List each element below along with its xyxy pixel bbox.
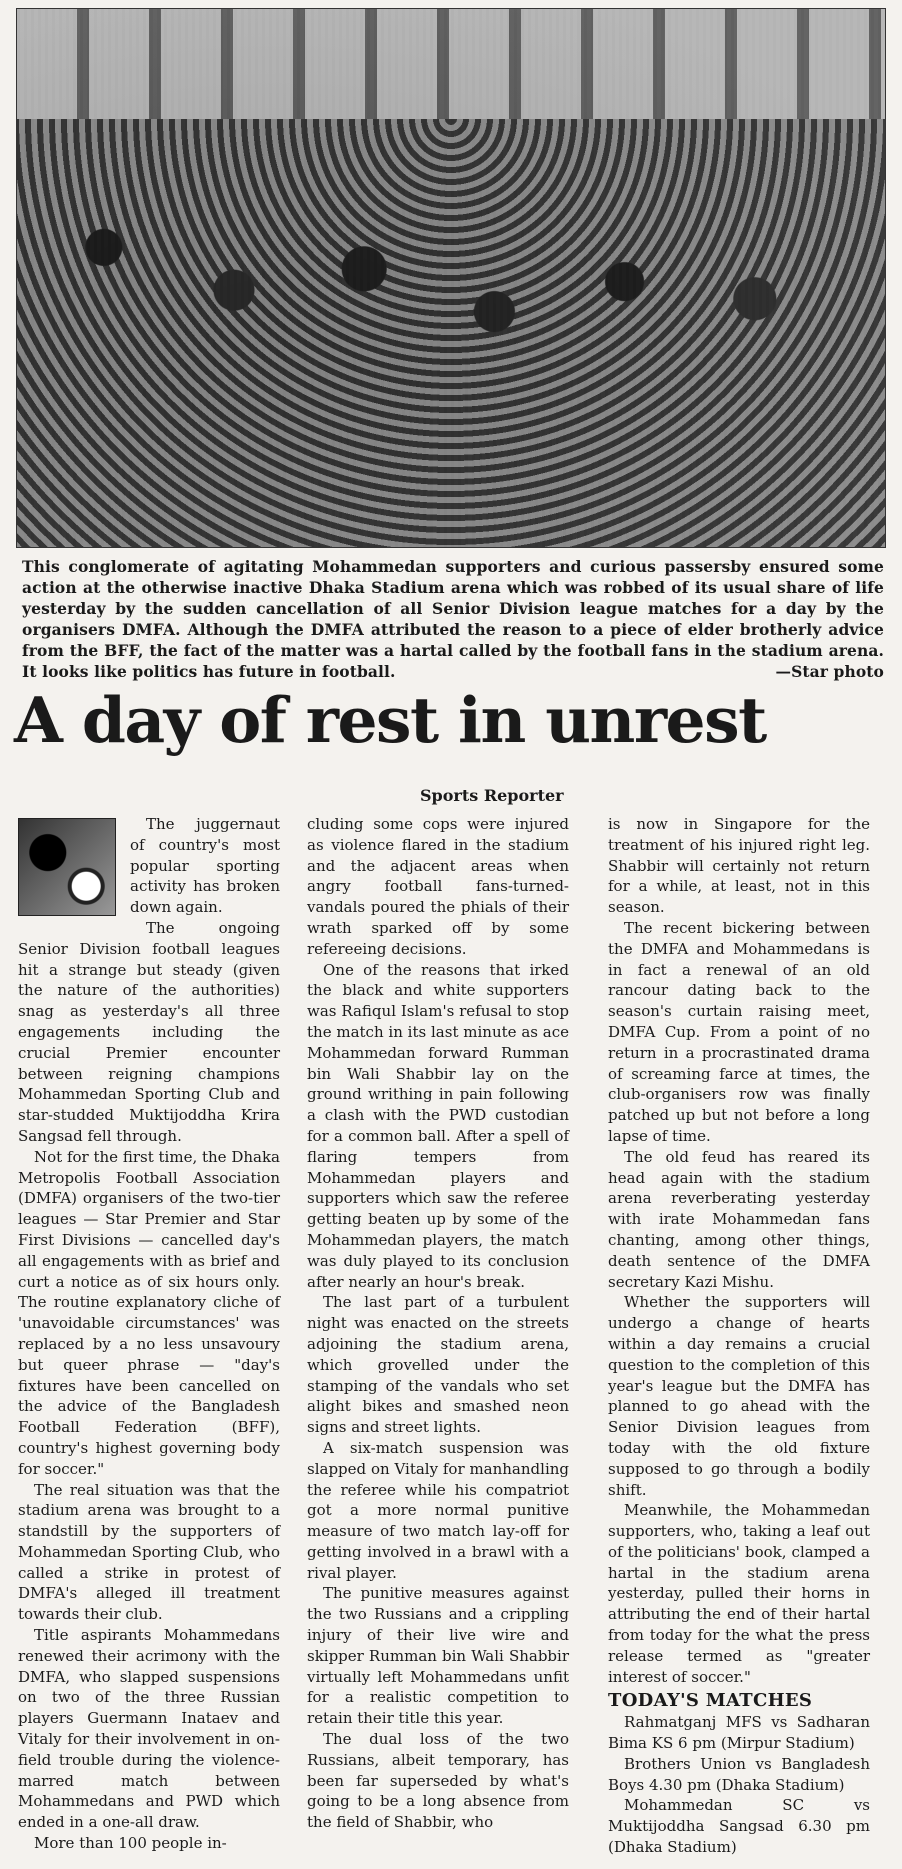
article-headline: A day of rest in unrest bbox=[14, 683, 766, 757]
paragraph: Not for the first time, the Dhaka Metropolis Football Association (DMFA) organisers of the two-tier leagues — Star Premier and Star First Divisions — cancelled day's all engagements with as brief and curt a notice as of six hours only. The routine explanatory cliche of 'unavoidable circumstances' was replaced by a no less unsavoury but queer phrase — "day's fixtures have been cancelled on the advice of the Bangladesh Football Federation (BFF), country's highest governing body for soccer." bbox=[18, 1147, 280, 1478]
article-column-1 bbox=[18, 814, 280, 1854]
paragraph: A six-match suspension was slapped on Vitaly for manhandling the referee while his compatriot got a more normal punitive measure of two match lay-off for getting involved in a brawl with a rival player. bbox=[307, 1438, 569, 1582]
paragraph: is now in Singapore for the treatment of his injured right leg. Shabbir will certainly not return for a while, at least, not in this season. bbox=[608, 815, 870, 917]
paragraph: The ongoing Senior Division football leagues hit a strange but steady (given the nature of the authorities) snag as yesterday's all three engagements including the crucial Premier encounter between reigning champions Mohammedan Sporting Club and star-studded Muktijoddha Krira Sangsad fell through. bbox=[18, 918, 280, 1145]
paragraph: One of the reasons that irked the black and white supporters was Rafiqul Islam's refusal to stop the match in its last minute as ace Mohammedan forward Rumman bin Wali Shabbir lay on the ground writhing in pain following a clash with the PWD custodian for a common ball. After a spell of flaring tempers from Mohammedan players and supporters which saw the referee getting beaten up by some of the Mohammedan players, the match was duly played to its conclusion after nearly an hour's break. bbox=[307, 960, 569, 1291]
paragraph: The punitive measures against the two Russians and a crippling injury of their live wire and skipper Rumman bin Wali Shabbir virtually left Mohammedans unfit for a realistic competition to retain their title this year. bbox=[307, 1584, 569, 1728]
photo-credit: —Star photo bbox=[775, 662, 884, 681]
paragraph: The juggernaut of country's most popular sporting activity has broken down again. bbox=[130, 815, 280, 917]
paragraph: Title aspirants Mohammedans renewed their acrimony with the DMFA, who slapped suspensions on two of the three Russian players Guermann Inataev and Vitaly for their involvement in on-field trouble during the violence-marred match between Mohammedans and PWD which ended in a one-all draw. bbox=[18, 1626, 280, 1832]
match-listing: Mohammedan SC vs Muktijoddha Sangsad 6.30 pm (Dhaka Stadium) bbox=[608, 1796, 870, 1857]
article-column-2 bbox=[307, 814, 569, 1833]
paragraph: Meanwhile, the Mohammedan supporters, who, taking a leaf out of the politicians' book, clamped a hartal in the stadium arena yesterday, pulled their horns in attributing the end of their hartal from today for the what the press release termed as "greater interest of soccer." bbox=[608, 1501, 870, 1686]
paragraph: The last part of a turbulent night was enacted on the streets adjoining the stadium arena, which grovelled under the stamping of the vandals who set alight bikes and smashed neon signs and street lights. bbox=[307, 1293, 569, 1437]
photo-caption bbox=[22, 556, 884, 682]
paragraph: The old feud has reared its head again with the stadium arena reverberating yesterday with irate Mohammedan fans chanting, among other things, death sentence of the DMFA secretary Kazi Mishu. bbox=[608, 1147, 870, 1291]
paragraph: Whether the supporters will undergo a change of hearts within a day remains a crucial question to the completion of this year's league but the DMFA has planned to go ahead with the Senior Division leagues from today with the old fixture supposed to go through a bodily shift. bbox=[608, 1293, 870, 1499]
stadium-stand bbox=[17, 9, 885, 119]
caption-text: This conglomerate of agitating Mohammedan supporters and curious passersby ensured some action at the otherwise inactive Dhaka Stadium arena which was robbed of its usual share of life yesterday by the sudden cancellation of all Senior Division league matches for a day by the organisers DMFA. Although the DMFA attributed the reason to a piece of elder brotherly advice from the BFF, the fact of the matter was a hartal called by the football fans in the stadium arena. It looks like politics has future in football. bbox=[22, 557, 884, 681]
sports-section-logo bbox=[18, 818, 116, 916]
paragraph: The dual loss of the two Russians, albeit temporary, has been far superseded by what's going to be a long absence from the field of Shabbir, who bbox=[307, 1730, 569, 1832]
paragraph: cluding some cops were injured as violence flared in the stadium and the adjacent areas when angry football fans-turned-vandals poured the phials of their wrath sparked off by some refereeing decisions. bbox=[307, 815, 569, 958]
paragraph: More than 100 people in- bbox=[34, 1834, 227, 1853]
article-column-3 bbox=[608, 814, 870, 1858]
match-listing: Rahmatganj MFS vs Sadharan Bima KS 6 pm (Mirpur Stadium) bbox=[608, 1713, 870, 1753]
news-photo-crowd bbox=[16, 8, 886, 548]
match-listing: Brothers Union vs Bangladesh Boys 4.30 pm (Dhaka Stadium) bbox=[608, 1754, 870, 1794]
crowd bbox=[17, 119, 885, 547]
todays-matches-heading: TODAY'S MATCHES bbox=[608, 1690, 813, 1712]
paragraph: The real situation was that the stadium arena was brought to a standstill by the supporters of Mohammedan Sporting Club, who called a strike in protest of DMFA's alleged ill treatment towards their club. bbox=[18, 1480, 280, 1624]
article-byline: Sports Reporter bbox=[420, 786, 564, 805]
paragraph: The recent bickering between the DMFA and Mohammedans is in fact a renewal of an old rancour dating back to the season's curtain raising meet, DMFA Cup. From a point of no return in a procrastinated drama of screaming farce at times, the club-organisers row was finally patched up but not before a long lapse of time. bbox=[608, 918, 870, 1145]
